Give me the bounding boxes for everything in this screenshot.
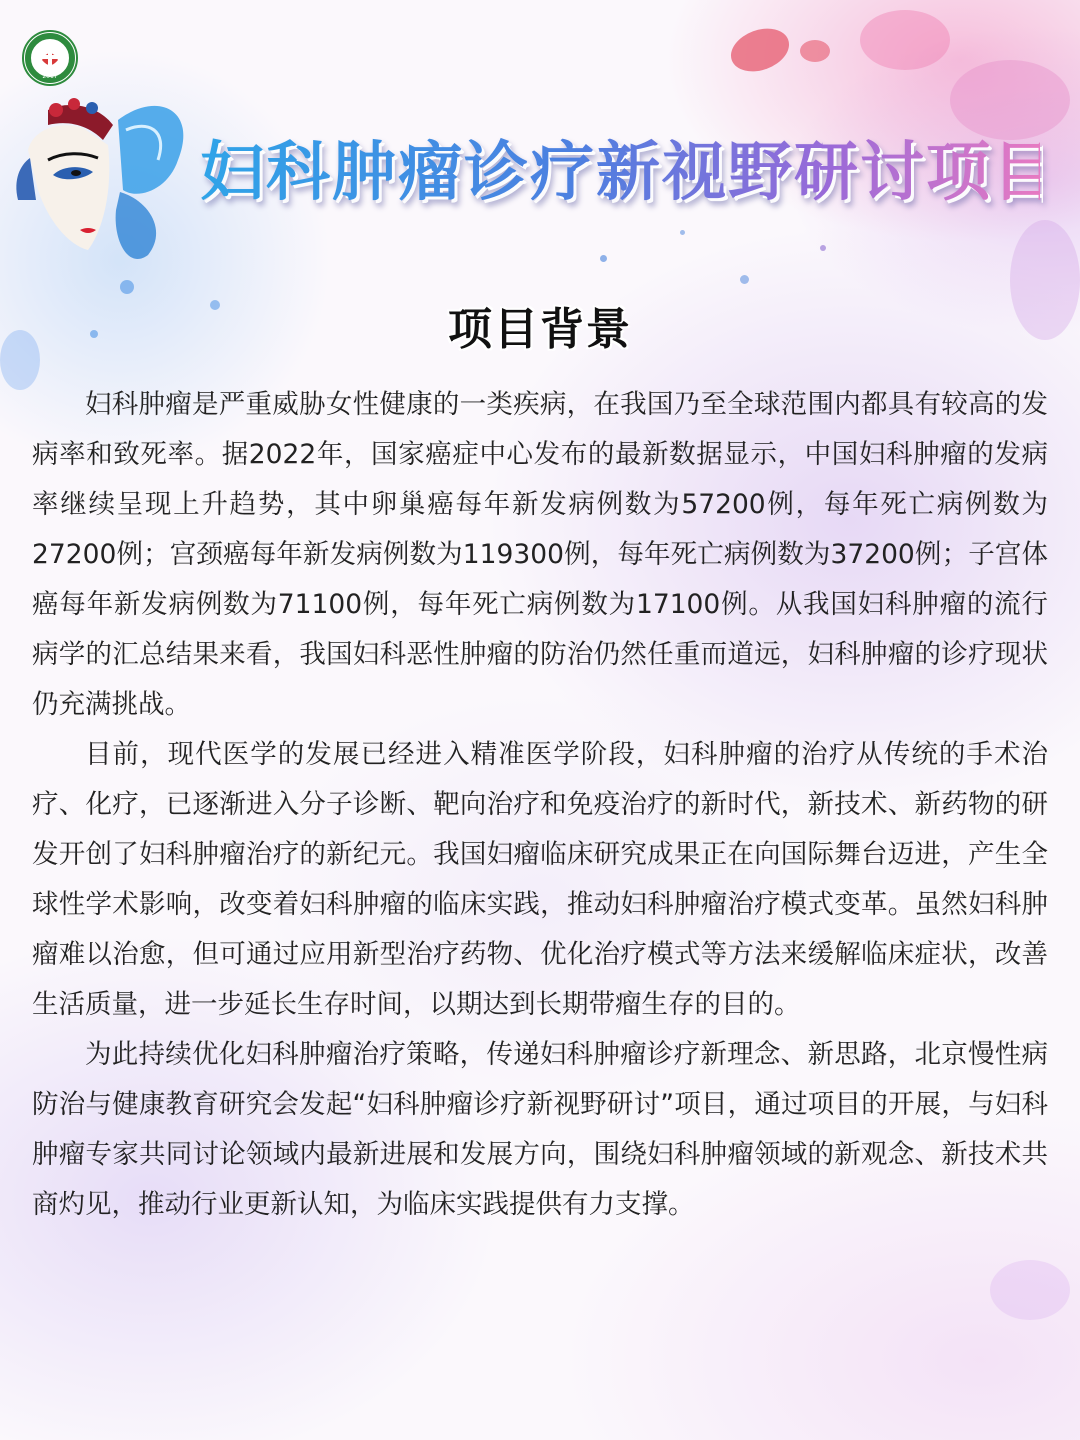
association-emblem-icon: [22, 30, 78, 86]
page-title: 妇科肿瘤诊疗新视野研讨项目: [200, 128, 1040, 218]
paragraph-current-status: 目前，现代医学的发展已经进入精准医学阶段，妇科肿瘤的治疗从传统的手术治疗、化疗，已逐渐进入分子诊断、靶向治疗和免疫治疗的新时代，新技术、新药物的研发开创了妇科肿瘤治疗的新纪元。我国妇瘤临床研究成果正在向国际舞台迈进，产生全球性学术影响，改变着妇科肿瘤的临床实践，推动妇科肿瘤治疗模式变革。虽然妇科肿瘤难以治愈，但可通过应用新型治疗药物、优化治疗模式等方法来缓解临床症状，改善生活质量，进一步延长生存时间，以期达到长期带瘤生存的目的。: [32, 739, 1048, 1020]
logo-year: 2017: [42, 73, 58, 80]
section-heading: 项目背景: [448, 304, 632, 355]
article-body: [32, 380, 1048, 1230]
opera-mask-butterfly-icon: [8, 80, 208, 280]
paragraph-background: 妇科肿瘤是严重威胁女性健康的一类疾病，在我国乃至全球范围内都具有较高的发病率和致死率。据2022年，国家癌症中心发布的最新数据显示，中国妇科肿瘤的发病率继续呈现上升趋势，其中卵巢癌每年新发病例数为57200例，每年死亡病例数为27200例；宫颈癌每年新发病例数为119300例，每年死亡病例数为37200例；子宫体癌每年新发病例数为71100例，每年死亡病例数为17100例。从我国妇科肿瘤的流行病学的汇总结果来看，我国妇科恶性肿瘤的防治仍然任重而道远，妇科肿瘤的诊疗现状仍充满挑战。: [32, 389, 1048, 720]
paragraph-project-purpose: 为此持续优化妇科肿瘤治疗策略，传递妇科肿瘤诊疗新理念、新思路，北京慢性病防治与健康教育研究会发起“妇科肿瘤诊疗新视野研讨”项目，通过项目的开展，与妇科肿瘤专家共同讨论领域内最新进展和发展方向，围绕妇科肿瘤领域的新观念、新技术共商灼见，推动行业更新认知，为临床实践提供有力支撑。: [32, 1039, 1048, 1220]
